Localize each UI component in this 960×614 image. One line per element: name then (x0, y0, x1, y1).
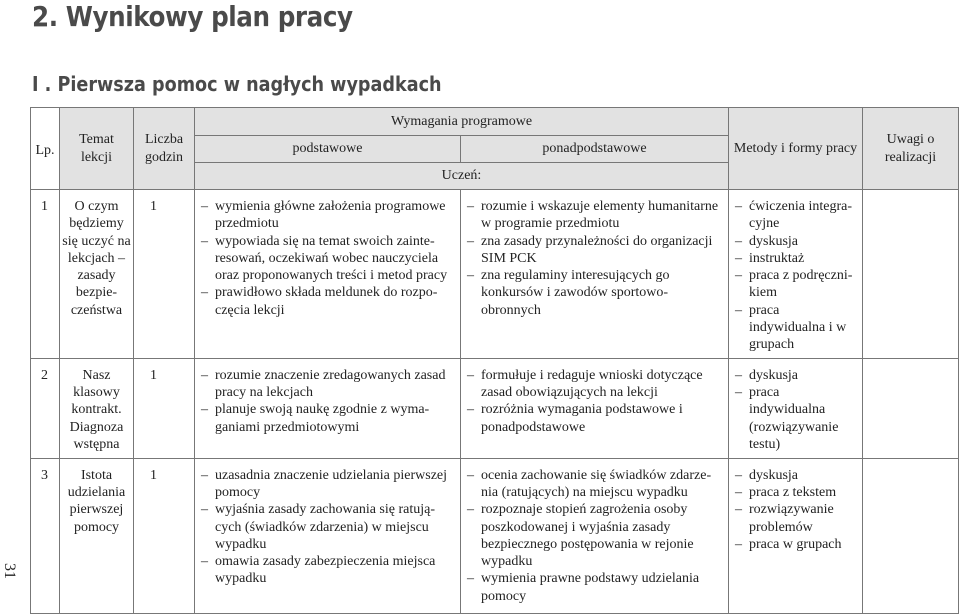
list-item: – uzasadnia znaczenie udzielania pierwszej pomocy (201, 467, 454, 502)
list-item: – wymienia główne założenia programowe przedmiotu (201, 198, 454, 233)
list-item: – ćwiczenia integracyjne (735, 198, 856, 233)
list-item: – dyskusja (735, 467, 856, 484)
list-item: – wyjaśnia zasady zachowania się ratujących (świadków zdarzenia) w miejscu wypadku (201, 501, 454, 553)
row-number: 1 (31, 190, 60, 359)
row-basic-requirements (195, 190, 461, 359)
list-item: – wymienia prawne podstawy udzielania pomocy (467, 570, 722, 605)
list-item: – planuje swoją naukę zgodnie z wymaganiami przedmiotowymi (201, 401, 454, 436)
row-topic: Nasz klasowy kontrakt. Diagnoza wstępna (60, 358, 134, 458)
list-item: – rozróżnia wymagania podstawowe i ponadpodstawowe (467, 401, 722, 436)
list-item: – zna regulaminy interesujących go konkursów i zawodów sportowo-obronnych (467, 267, 722, 319)
header-podstawowe: podstawowe (195, 136, 461, 163)
list-item: – praca w grupach (735, 536, 856, 553)
header-ponadpodstawowe: ponadpodstawowe (461, 136, 729, 163)
header-liczba: Liczba godzin (134, 108, 195, 190)
list-item: – rozumie znaczenie zredagowanych zasad pracy na lekcjach (201, 367, 454, 402)
row-topic: O czym będziemy się uczyć na lekcjach – zasady bezpieczeństwa (60, 190, 134, 359)
plan-table (30, 107, 959, 614)
list-item: – ocenia zachowanie się świadków zdarzenia (ratujących) na miejscu wypadku (467, 467, 722, 502)
list-item: – rozwiązywanie problemów (735, 501, 856, 536)
row-basic-requirements (195, 358, 461, 458)
row-methods (729, 190, 863, 359)
row-notes (863, 458, 959, 613)
page-number: 31 (1, 563, 18, 579)
row-number: 3 (31, 458, 60, 613)
row-topic: Istota udzielania pierwszej pomocy (60, 458, 134, 613)
list-item: – praca indywidualna i w grupach (735, 302, 856, 354)
list-item: – zna zasady przynależności do organizacji SIM PCK (467, 233, 722, 268)
list-item: – wypowiada się na temat swoich zainteresowań, oczekiwań wobec nauczyciela oraz proponowanych treści i metod pracy (201, 233, 454, 285)
section-title: I . Pierwsza pomoc w nagłych wypadkach (32, 72, 442, 96)
row-notes (863, 190, 959, 359)
page-title: 2. Wynikowy plan pracy (32, 0, 353, 33)
table-row (31, 190, 959, 359)
row-advanced-requirements (461, 458, 729, 613)
list-item: – instruktaż (735, 250, 856, 267)
row-number: 2 (31, 358, 60, 458)
list-item: – omawia zasady zabezpieczenia miejsca wypadku (201, 553, 454, 588)
list-item: – rozpoznaje stopień zagrożenia osoby poszkodowanej i wyjaśnia zasady bezpiecznego postępowania w rejonie wypadku (467, 501, 722, 570)
row-hours: 1 (134, 458, 195, 613)
row-hours: 1 (134, 190, 195, 359)
row-methods (729, 458, 863, 613)
row-advanced-requirements (461, 190, 729, 359)
row-notes (863, 358, 959, 458)
list-item: – dyskusja (735, 367, 856, 384)
header-metody: Metody i formy pracy (729, 108, 863, 190)
list-item: – rozumie i wskazuje elementy humanitarne w programie przedmiotu (467, 198, 722, 233)
row-basic-requirements (195, 458, 461, 613)
list-item: – praca indywidualna (rozwiązywanie testu) (735, 384, 856, 453)
header-temat: Temat lekcji (60, 108, 134, 190)
table-header (31, 108, 959, 190)
list-item: – formułuje i redaguje wnioski dotyczące zasad obowiązujących na lekcji (467, 367, 722, 402)
table-row (31, 458, 959, 613)
header-uczen: Uczeń: (195, 163, 729, 190)
list-item: – praca z podręcznikiem (735, 267, 856, 302)
row-methods (729, 358, 863, 458)
list-item: – prawidłowo składa meldunek do rozpoczęcia lekcji (201, 284, 454, 319)
header-wymagania: Wymagania programowe (195, 108, 729, 136)
list-item: – dyskusja (735, 233, 856, 250)
header-lp: Lp. (31, 108, 60, 190)
table-row (31, 358, 959, 458)
row-hours: 1 (134, 358, 195, 458)
header-uwagi: Uwagi o realizacji (863, 108, 959, 190)
row-advanced-requirements (461, 358, 729, 458)
list-item: – praca z tekstem (735, 484, 856, 501)
